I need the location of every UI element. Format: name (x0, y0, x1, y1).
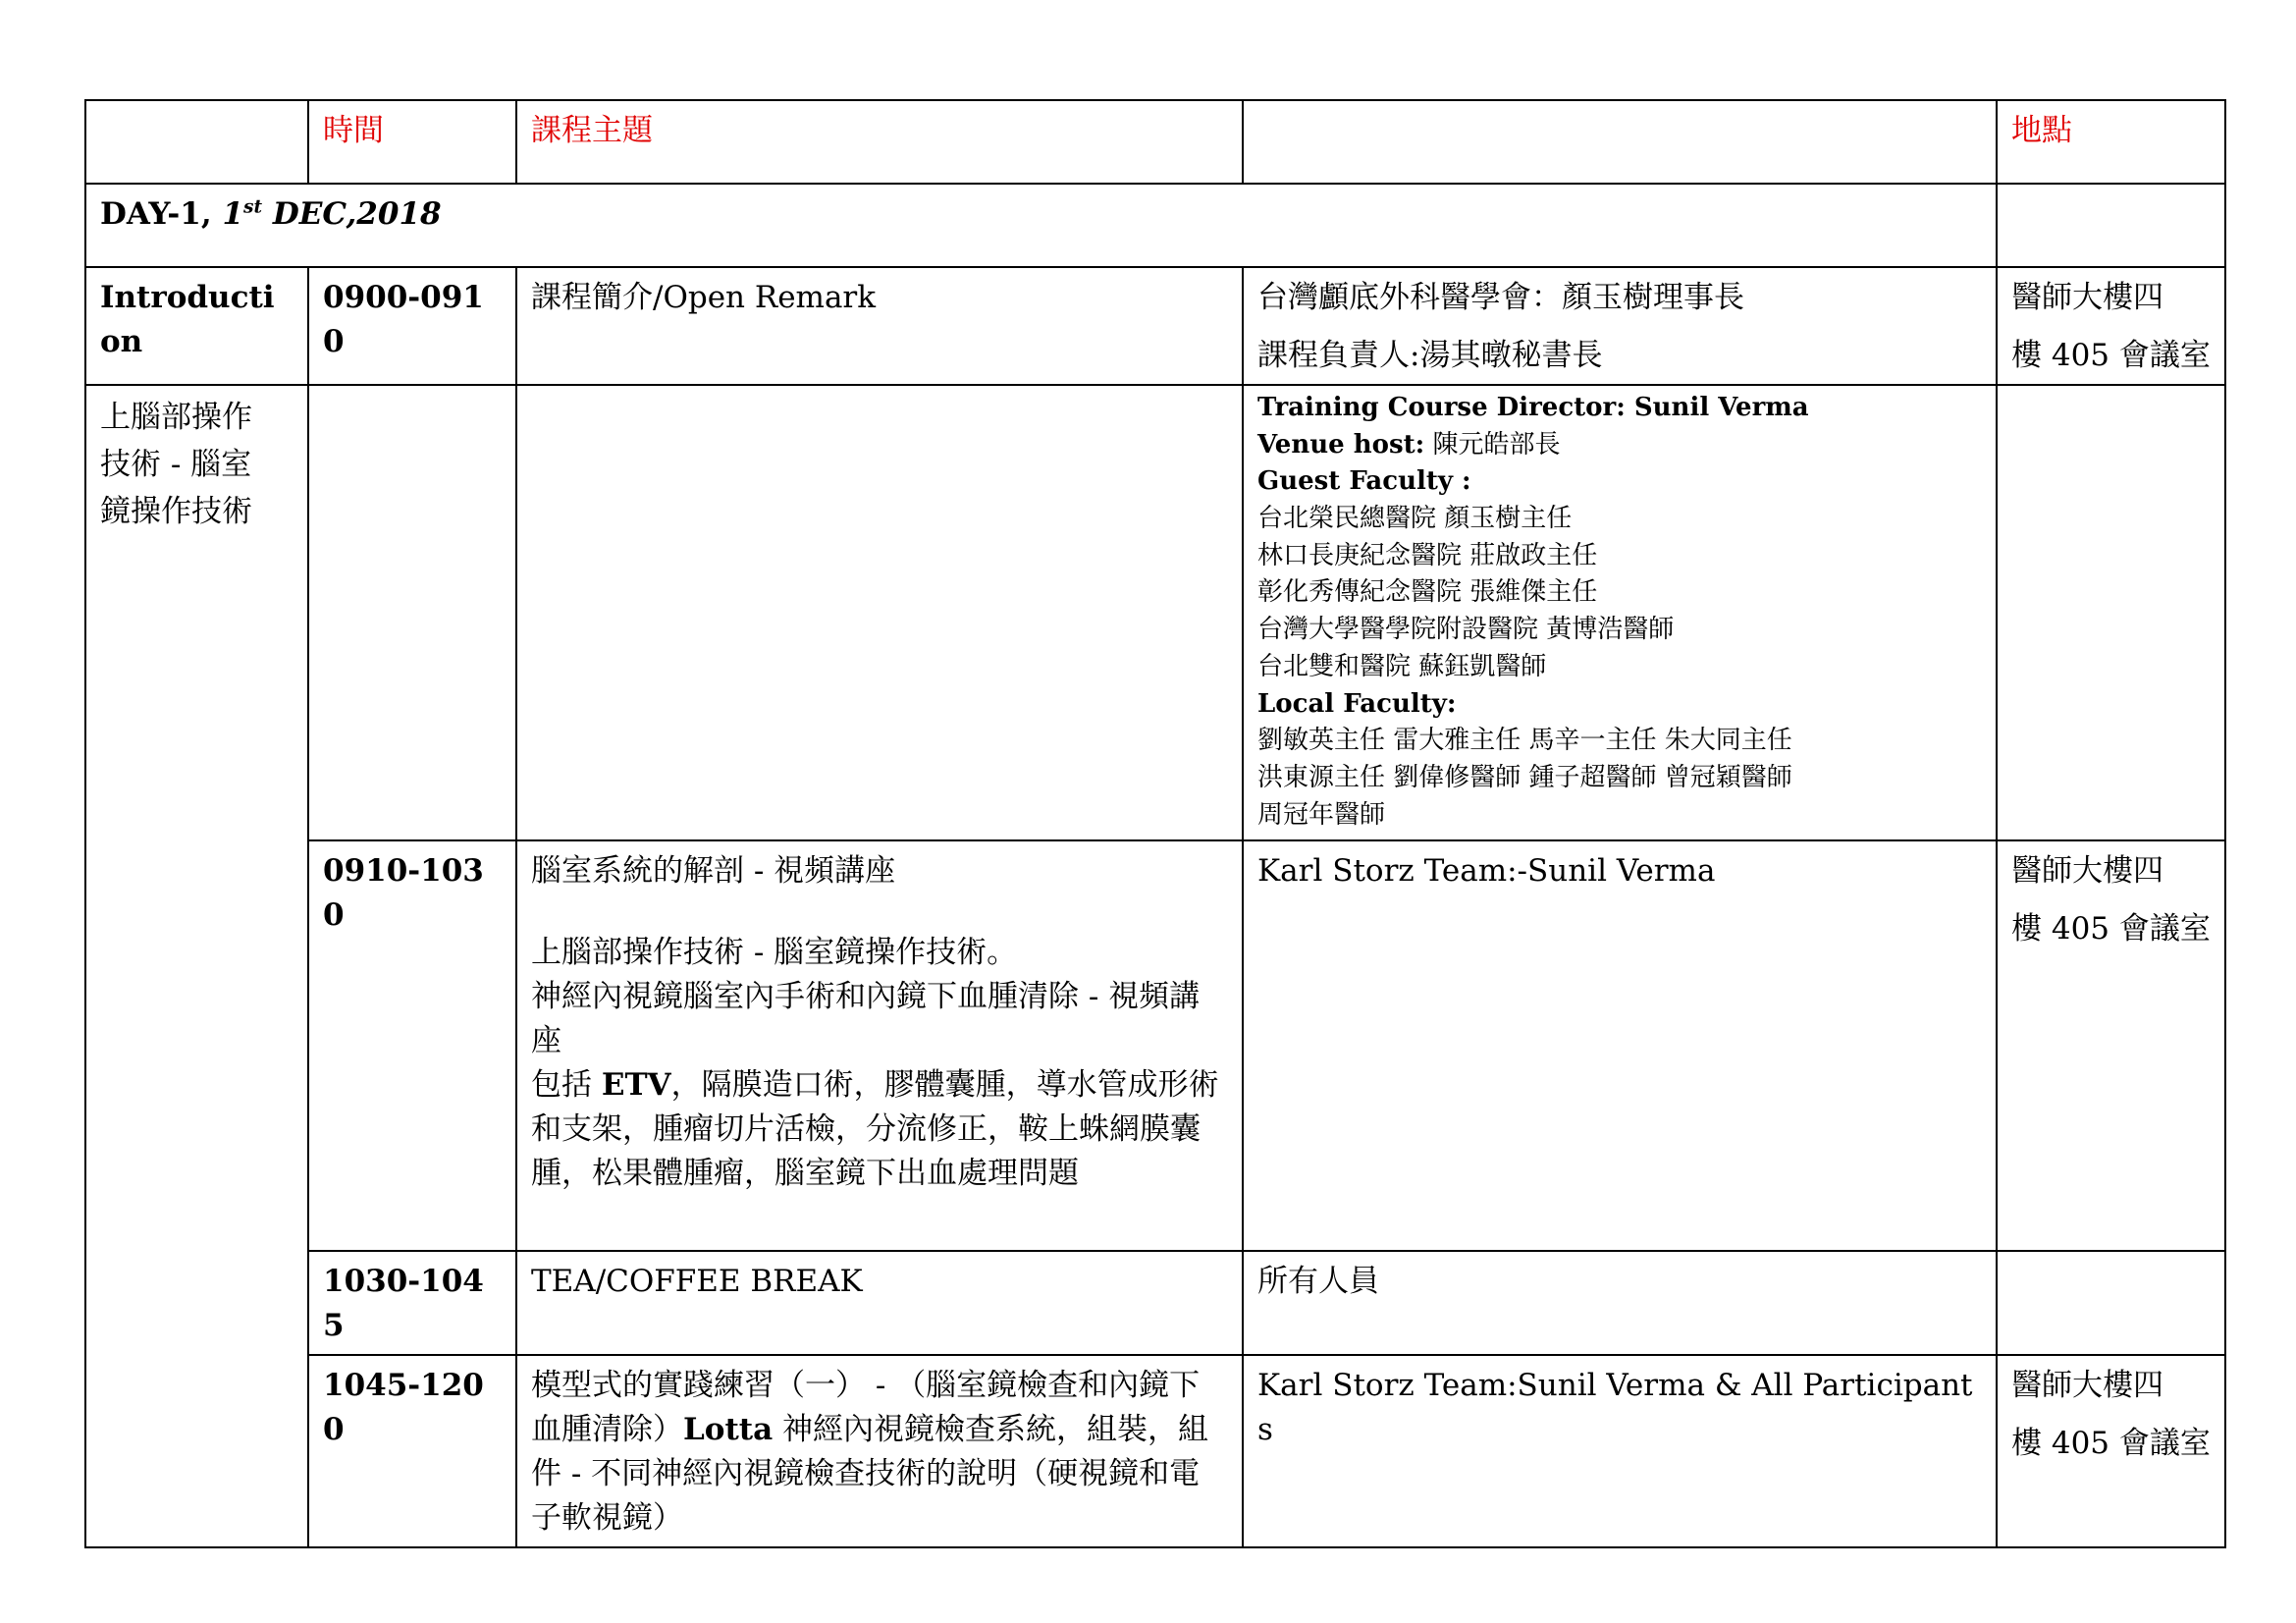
schedule-table (84, 99, 2226, 1548)
session2-venue (1997, 1355, 2225, 1547)
day-ordinal-suffix: st (243, 196, 263, 218)
header-venue: 地點 (1997, 100, 2225, 184)
session2-desc-prefix: 模型式的實踐練習（一） - （腦室鏡檢查和內鏡下血腫清除） (531, 1368, 1201, 1448)
break-time: 1030-1045 (308, 1251, 516, 1355)
faculty-topic-cell (516, 385, 1243, 840)
guest-faculty-item: 台灣大學醫學院附設醫院 黃博浩醫師 (1257, 615, 1675, 645)
section2-label (85, 385, 308, 1547)
day-row (85, 184, 2225, 267)
session2-desc-bold: Lotta (683, 1412, 774, 1448)
desc2-rest: ，隔膜造口術，膠體囊腫，導水管成形術和支架，腫瘤切片活檢，分流修正，鞍上蛛網膜囊腫，松果體腫瘤，腦室鏡下出血處理問題 (531, 1067, 1219, 1191)
local-faculty-item: 周冠年醫師 (1257, 799, 1386, 830)
session2-topic (516, 1355, 1243, 1547)
intro-section: Introduction (85, 267, 308, 385)
venue-host-name: 陳元皓部長 (1424, 429, 1561, 460)
venue-line: 醫師大樓四 (2011, 1368, 2163, 1404)
guest-faculty-item: 彰化秀傳紀念醫院 張維傑主任 (1257, 577, 1598, 608)
course-director: Training Course Director: Sunil Verma (1257, 393, 1809, 422)
venue-line: 樓 405 會議室 (2011, 337, 2211, 373)
guest-faculty-item: 台北榮民總醫院 顏玉樹主任 (1257, 504, 1573, 534)
venue-host-label: Venue host: (1257, 429, 1425, 460)
guest-faculty-item: 台北雙和醫院 蘇鈺凱醫師 (1257, 651, 1547, 681)
venue-host (1257, 427, 1982, 464)
session1-topic (516, 840, 1243, 1251)
intro-people-line: 課程負責人:湯其暾秘書長 (1257, 337, 1603, 373)
header-time: 時間 (308, 100, 516, 184)
break-row (85, 1251, 2225, 1355)
intro-people-line: 台灣顱底外科醫學會：顏玉樹理事長 (1257, 280, 1744, 315)
intro-row (85, 267, 2225, 385)
session1-sub: 上腦部操作技術 - 腦室鏡操作技術。 (531, 935, 1018, 971)
section2-label-line: 技術 - 腦室 (100, 447, 252, 483)
session1-title: 腦室系統的解剖 - 視頻講座 (531, 853, 896, 890)
intro-venue (1997, 267, 2225, 385)
local-faculty-item: 劉敏英主任 雷大雅主任 馬辛一主任 朱大同主任 (1257, 726, 1792, 756)
break-venue-cell (1997, 1251, 2225, 1355)
faculty-row (85, 385, 2225, 840)
session1-people: Karl Storz Team:-Sunil Verma (1243, 840, 1997, 1251)
local-faculty-label: Local Faculty: (1257, 688, 1457, 719)
spacer (531, 893, 1228, 931)
intro-people (1243, 267, 1997, 385)
venue-line: 醫師大樓四 (2011, 853, 2163, 890)
session1-time: 0910-1030 (308, 840, 516, 1251)
header-section-cell (85, 100, 308, 184)
session2-desc-rest: 神經內視鏡檢查系統，組裝，組件 - 不同神經內視鏡檢查技術的說明（硬視鏡和電子軟視鏡） (531, 1412, 1209, 1536)
day-date (222, 196, 441, 232)
guest-faculty-item: 林口長庚紀念醫院 莊啟政主任 (1257, 540, 1598, 570)
day-date-rest: DEC,2018 (262, 196, 442, 232)
local-faculty-item: 洪東源主任 劉偉修醫師 鍾子超醫師 曾冠穎醫師 (1257, 762, 1792, 792)
section2-label-line: 上腦部操作 (100, 400, 252, 435)
session2-time: 1045-1200 (308, 1355, 516, 1547)
desc2-prefix: 包括 (531, 1067, 602, 1103)
session1-desc2 (531, 1063, 1228, 1196)
day-label (85, 184, 1997, 267)
break-topic: TEA/COFFEE BREAK (516, 1251, 1243, 1355)
faculty-time-cell (308, 385, 516, 840)
session2-row (85, 1355, 2225, 1547)
faculty-list (1243, 385, 1997, 840)
guest-faculty-label: Guest Faculty : (1257, 466, 1471, 497)
header-topic: 課程主題 (516, 100, 1243, 184)
intro-topic: 課程簡介/Open Remark (516, 267, 1243, 385)
header-row (85, 100, 2225, 184)
session2-people: Karl Storz Team:Sunil Verma & All Participants (1243, 1355, 1997, 1547)
day-prefix: DAY-1, (100, 196, 223, 232)
venue-line: 樓 405 會議室 (2011, 911, 2211, 947)
desc2-bold: ETV (601, 1067, 671, 1103)
session1-row (85, 840, 2225, 1251)
faculty-venue-cell (1997, 385, 2225, 840)
day-ordinal: 1 (222, 196, 244, 232)
session1-desc1: 神經內視鏡腦室內手術和內鏡下血腫清除 - 視頻講座 (531, 979, 1201, 1059)
intro-time: 0900-0910 (308, 267, 516, 385)
header-people (1243, 100, 1997, 184)
session1-venue (1997, 840, 2225, 1251)
venue-line: 樓 405 會議室 (2011, 1426, 2211, 1462)
venue-line: 醫師大樓四 (2011, 280, 2163, 315)
break-people: 所有人員 (1243, 1251, 1997, 1355)
section2-label-line: 鏡操作技術 (100, 494, 252, 530)
day-venue-cell (1997, 184, 2225, 267)
